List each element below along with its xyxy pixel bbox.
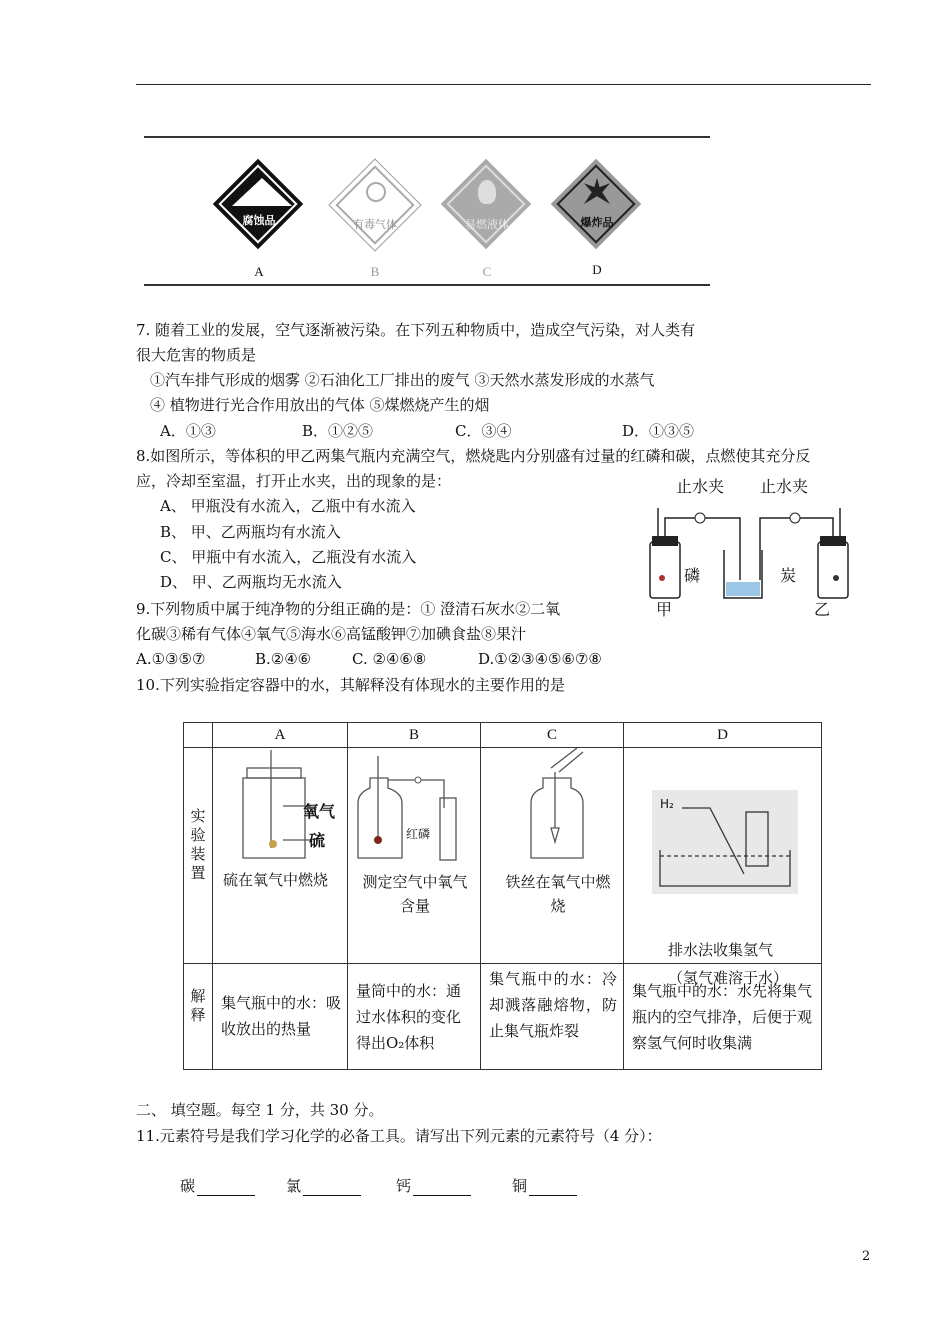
label-sulfur: 硫 xyxy=(309,831,326,850)
q7-option-d: D．①③⑤ xyxy=(622,422,695,440)
explosive-sign-icon xyxy=(551,159,642,250)
q10-stem: 10.下列实验指定容器中的水，其解释没有体现水的主要作用的是 xyxy=(136,676,565,694)
col-header-c: C xyxy=(481,723,624,748)
q11-element-copper xyxy=(512,1176,577,1196)
header-rule xyxy=(136,84,871,85)
clamp-right-label: 止水夹 xyxy=(760,477,809,496)
q9-option-a: A.①③⑤⑦ xyxy=(136,650,206,668)
toxic-gas-sign-icon xyxy=(328,158,421,251)
element-copper-label: 铜 xyxy=(512,1177,528,1195)
q8-line2: 应，冷却至室温，打开止水夹，出的现象的是： xyxy=(136,472,452,490)
q7-line4: ④ 植物进行光合作用放出的气体 ⑤煤燃烧产生的烟 xyxy=(150,396,490,414)
q7-line2: 很大危害的物质是 xyxy=(136,346,257,364)
q9-line2: 化碳③稀有气体④氧气⑤海水⑥高锰酸钾⑦加碘食盐⑧果汁 xyxy=(136,625,527,643)
label-h2: H₂ xyxy=(660,797,674,811)
sign-label-a: 腐蚀品 xyxy=(242,214,276,227)
cell-apparatus-d xyxy=(624,748,822,987)
bottle-jia-label: 甲 xyxy=(656,600,673,619)
explanation-b: 量筒中的水：通过水体积的变化得出O₂体积 xyxy=(348,964,481,1070)
element-chlorine-blank[interactable] xyxy=(303,1181,361,1196)
q9-line1: 9.下列物质中属于纯净物的分组正确的是：① 澄清石灰水②二氧 xyxy=(136,600,561,618)
q8-line1: 8.如图所示，等体积的甲乙两集气瓶内充满空气，燃烧匙内分别盛有过量的红磷和碳，点燃使其充分反 xyxy=(136,447,811,465)
q9-option-b: B.②④⑥ xyxy=(255,650,312,668)
sign-letter-b: B xyxy=(370,264,380,279)
row-label-explanation xyxy=(184,964,213,1070)
q9-option-c: C. ②④⑥⑧ xyxy=(352,650,427,668)
q10-experiment-table xyxy=(183,722,822,1070)
sign-label-d: 爆炸品 xyxy=(580,216,614,229)
sign-letter-c: C xyxy=(482,264,492,279)
q7-option-c: C．③④ xyxy=(455,422,512,440)
element-chlorine-label: 氯 xyxy=(286,1177,302,1195)
q11-stem: 11.元素符号是我们学习化学的必备工具。请写出下列元素的元素符号（4 分）： xyxy=(136,1127,662,1145)
oxygen-measurement-apparatus-icon xyxy=(348,748,480,868)
bottle-yi-label: 乙 xyxy=(814,600,831,619)
caption-d: 排水法收集氢气 xyxy=(668,941,774,959)
element-calcium-blank[interactable] xyxy=(413,1181,471,1196)
explanation-c: 集气瓶中的水：冷却溅落融熔物，防止集气瓶炸裂 xyxy=(481,964,624,1070)
caption-a: 硫在氧气中燃烧 xyxy=(223,871,329,889)
col-header-b: B xyxy=(348,723,481,748)
col-header-d: D xyxy=(624,723,822,748)
cell-apparatus-c xyxy=(481,748,624,964)
caption-c: 铁丝在氧气中燃烧 xyxy=(505,873,611,915)
clamp-left-label: 止水夹 xyxy=(676,477,725,496)
label-oxygen: 氧气 xyxy=(303,802,336,821)
table-corner xyxy=(184,723,213,748)
sign-label-c: 易燃液体 xyxy=(465,218,509,231)
row-label-explanation-text: 解释 xyxy=(188,988,207,1026)
explanation-d: 集气瓶中的水：水先将集气瓶内的空气排净，后便于观察氢气何时收集满 xyxy=(624,964,822,1070)
sign-letter-d: D xyxy=(592,262,602,277)
element-calcium-label: 钙 xyxy=(396,1177,412,1195)
element-carbon-label: 碳 xyxy=(180,1177,196,1195)
q11-element-chlorine xyxy=(286,1176,361,1196)
q8-option-d: D、 甲、乙两瓶均无水流入 xyxy=(160,573,342,591)
phosphorus-label: 磷 xyxy=(684,566,701,585)
q7-option-b: B．①②⑤ xyxy=(302,422,374,440)
q8-option-a: A、 甲瓶没有水流入，乙瓶中有水流入 xyxy=(160,497,416,515)
col-header-a: A xyxy=(213,723,348,748)
explanation-a: 集气瓶中的水：吸收放出的热量 xyxy=(213,964,348,1070)
q7-line3: ①汽车排气形成的烟雾 ②石油化工厂排出的废气 ③天然水蒸发形成的水蒸气 xyxy=(150,371,655,389)
caption-b: 测定空气中氧气含量 xyxy=(362,873,468,915)
cell-apparatus-b xyxy=(348,748,481,964)
caption-d-note: （氢气难溶于水） xyxy=(668,969,789,987)
element-copper-blank[interactable] xyxy=(529,1181,577,1196)
q8-option-b: B、 甲、乙两瓶均有水流入 xyxy=(160,523,341,541)
row-label-apparatus xyxy=(184,748,213,964)
iron-wire-combustion-jar-icon xyxy=(481,748,623,868)
flame-icon xyxy=(478,180,496,204)
sign-label-b: 有毒气体 xyxy=(353,218,397,231)
page-number: 2 xyxy=(862,1249,871,1264)
hazard-signs-figure xyxy=(144,136,710,286)
q7-line1: 7. 随着工业的发展，空气逐渐被污染。在下列五种物质中，造成空气污染，对人类有 xyxy=(136,321,696,339)
flammable-liquid-sign-icon xyxy=(441,159,532,250)
sign-letter-a: A xyxy=(254,264,264,279)
section2-title: 二、 填空题。每空 1 分，共 30 分。 xyxy=(136,1101,384,1119)
cell-apparatus-a xyxy=(213,748,348,964)
label-red-phosphorus: 红磷 xyxy=(406,827,431,841)
row-label-apparatus-text: 实验装置 xyxy=(188,808,207,884)
element-carbon-blank[interactable] xyxy=(197,1181,255,1196)
q9-option-d: D.①②③④⑤⑥⑦⑧ xyxy=(478,650,602,668)
carbon-label: 炭 xyxy=(780,566,797,585)
skull-icon xyxy=(366,182,386,202)
q7-option-a: A．①③ xyxy=(160,422,216,440)
q11-element-calcium xyxy=(396,1176,471,1196)
q8-option-c: C、 甲瓶中有水流入，乙瓶没有水流入 xyxy=(160,548,417,566)
q11-element-carbon xyxy=(180,1176,255,1196)
